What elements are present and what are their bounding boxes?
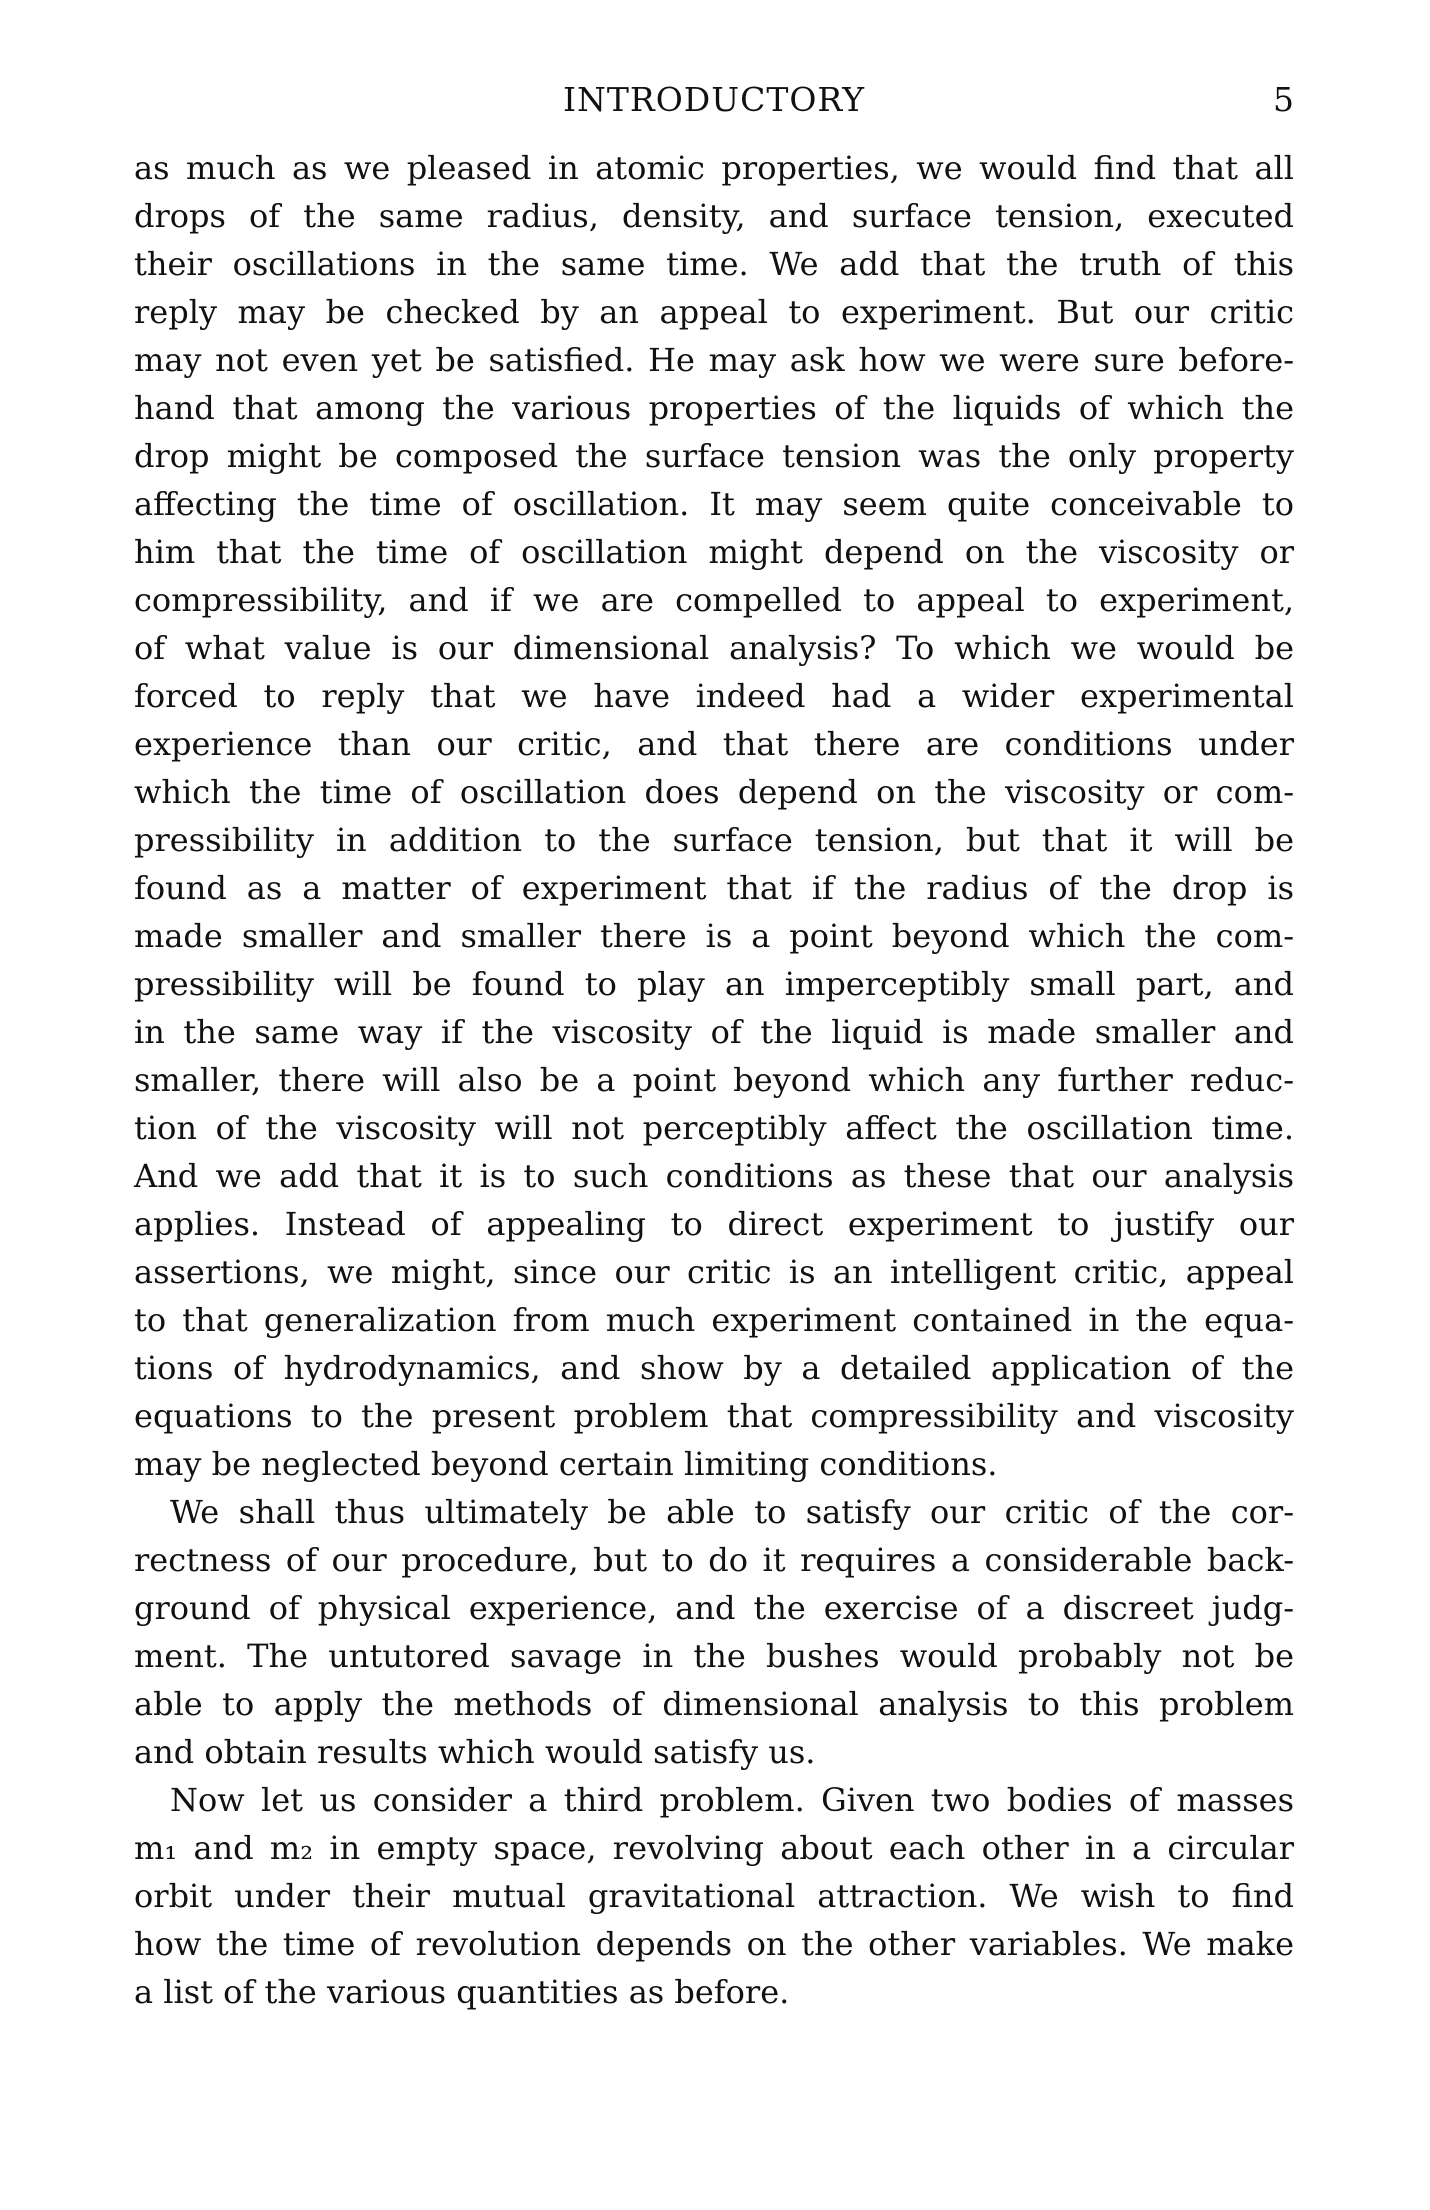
text-line: And we add that it is to such conditions as these that our analysis bbox=[134, 1157, 1294, 1195]
text-line: drop might be composed the surface tension was the only property bbox=[134, 437, 1294, 475]
text-line: tions of hydrodynamics, and show by a detailed application of the bbox=[134, 1349, 1294, 1387]
text-line: him that the time of oscillation might depend on the viscosity or bbox=[134, 533, 1294, 571]
text-line: which the time of oscillation does depend on the viscosity or com- bbox=[134, 773, 1294, 811]
text-line: reply may be checked by an appeal to experiment. But our critic bbox=[134, 293, 1294, 331]
text-line: rectness of our procedure, but to do it requires a considerable back- bbox=[134, 1541, 1294, 1579]
text-line: may not even yet be satisfied. He may ask how we were sure before- bbox=[134, 341, 1294, 379]
text-line: applies. Instead of appealing to direct experiment to justify our bbox=[134, 1205, 1294, 1243]
text-line: compressibility, and if we are compelled to appeal to experiment, bbox=[134, 581, 1294, 619]
text-line: in the same way if the viscosity of the liquid is made smaller and bbox=[134, 1013, 1294, 1051]
text-line: pressibility in addition to the surface tension, but that it will be bbox=[134, 821, 1294, 859]
text-line: their oscillations in the same time. We add that the truth of this bbox=[134, 245, 1294, 283]
text-line: drops of the same radius, density, and surface tension, executed bbox=[134, 197, 1294, 235]
text-line: able to apply the methods of dimensional analysis to this problem bbox=[134, 1685, 1294, 1723]
text-line: affecting the time of oscillation. It may seem quite conceivable to bbox=[134, 485, 1294, 523]
text-line: to that generalization from much experiment contained in the equa- bbox=[134, 1301, 1294, 1339]
text-line: assertions, we might, since our critic is an intelligent critic, appeal bbox=[134, 1253, 1294, 1291]
text-line: ment. The untutored savage in the bushes would probably not be bbox=[134, 1637, 1294, 1675]
paragraph bbox=[134, 144, 1294, 1488]
text-line: a list of the various quantities as before. bbox=[134, 1973, 790, 2011]
text-line: may be neglected beyond certain limiting conditions. bbox=[134, 1445, 998, 1483]
text-line: m₁ and m₂ in empty space, revolving about each other in a circular bbox=[134, 1829, 1294, 1867]
text-line: as much as we pleased in atomic properties, we would find that all bbox=[134, 149, 1294, 187]
book-page bbox=[134, 78, 1294, 2016]
text-line: found as a matter of experiment that if the radius of the drop is bbox=[134, 869, 1294, 907]
text-line: pressibility will be found to play an imperceptibly small part, and bbox=[134, 965, 1294, 1003]
body-text bbox=[134, 144, 1294, 2016]
paragraph bbox=[134, 1776, 1294, 2016]
text-line: of what value is our dimensional analysis? To which we would be bbox=[134, 629, 1294, 667]
text-line: orbit under their mutual gravitational attraction. We wish to find bbox=[134, 1877, 1294, 1915]
text-line: and obtain results which would satisfy us. bbox=[134, 1733, 816, 1771]
paragraph bbox=[134, 1488, 1294, 1776]
text-line: tion of the viscosity will not perceptibly affect the oscillation time. bbox=[134, 1109, 1294, 1147]
chapter-title: INTRODUCTORY bbox=[562, 80, 866, 119]
text-line: hand that among the various properties of the liquids of which the bbox=[134, 389, 1294, 427]
running-header bbox=[134, 78, 1294, 130]
text-line: equations to the present problem that compressibility and viscosity bbox=[134, 1397, 1294, 1435]
text-line: made smaller and smaller there is a point beyond which the com- bbox=[134, 917, 1294, 955]
text-line: We shall thus ultimately be able to satisfy our critic of the cor- bbox=[170, 1493, 1294, 1531]
text-line: smaller, there will also be a point beyond which any further reduc- bbox=[134, 1061, 1294, 1099]
text-line: ground of physical experience, and the exercise of a discreet judg- bbox=[134, 1589, 1294, 1627]
page-number: 5 bbox=[1273, 80, 1294, 119]
text-line: Now let us consider a third problem. Given two bodies of masses bbox=[170, 1781, 1294, 1819]
text-line: experience than our critic, and that there are conditions under bbox=[134, 725, 1294, 763]
text-line: forced to reply that we have indeed had a wider experimental bbox=[134, 677, 1294, 715]
text-line: how the time of revolution depends on the other variables. We make bbox=[134, 1925, 1294, 1963]
